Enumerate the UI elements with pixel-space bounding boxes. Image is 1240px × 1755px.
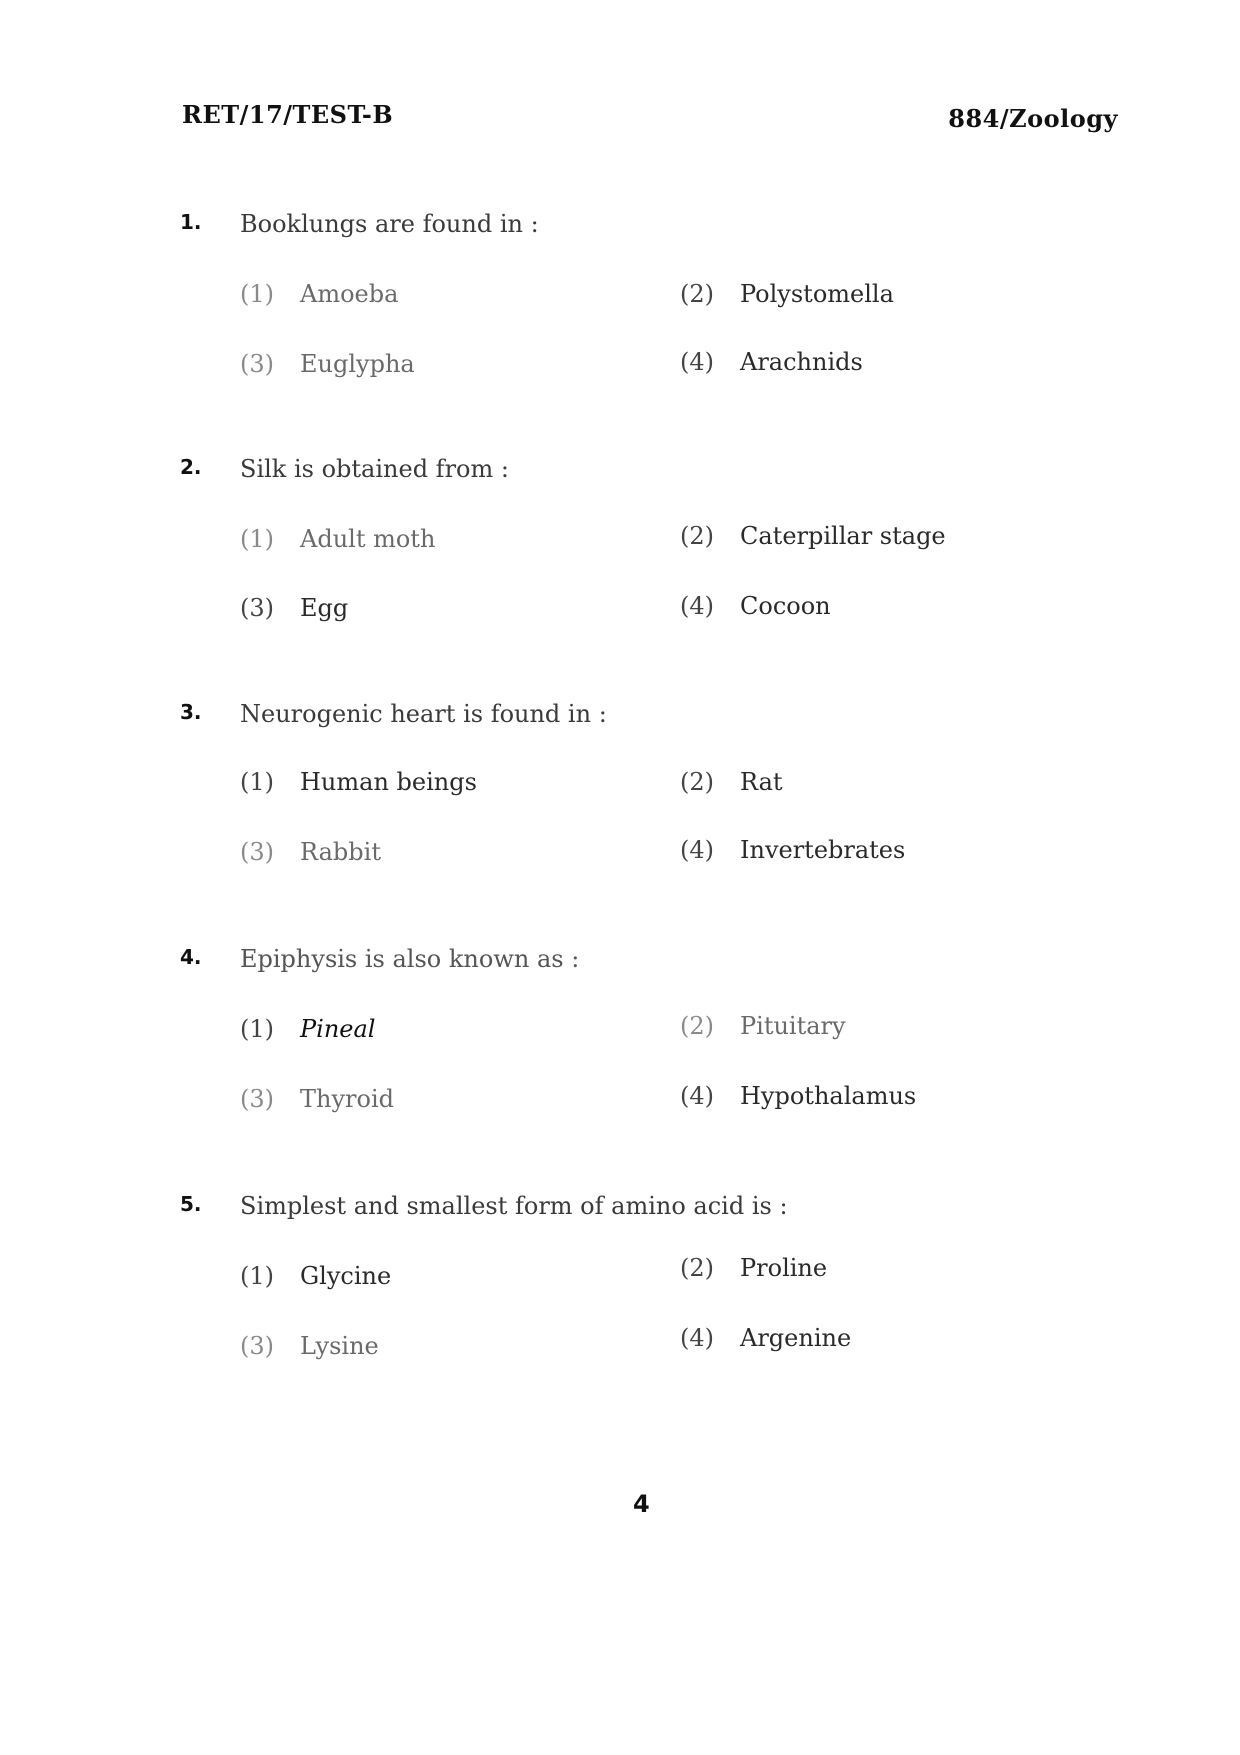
option-4-3: (3) Thyroid (240, 1085, 394, 1113)
option-3-2: (2) Rat (680, 768, 783, 796)
option-4-2: (2) Pituitary (680, 1012, 846, 1040)
question-number: 2. (180, 455, 202, 479)
question-number: 4. (180, 945, 202, 969)
page-number: 4 (633, 1490, 650, 1518)
option-4-4: (4) Hypothalamus (680, 1082, 917, 1110)
option-4-1: (1) Pineal (240, 1015, 376, 1043)
question-number: 1. (180, 210, 202, 234)
option-2-3: (3) Egg (240, 594, 349, 622)
option-1-2: (2) Polystomella (680, 280, 894, 308)
question-text: Epiphysis is also known as : (240, 945, 580, 973)
option-3-1: (1) Human beings (240, 768, 477, 796)
option-5-4: (4) Argenine (680, 1324, 852, 1352)
question-number: 3. (180, 700, 202, 724)
question-2 (180, 455, 1080, 495)
question-4 (180, 945, 1080, 985)
option-2-4: (4) Cocoon (680, 592, 831, 620)
option-1-4: (4) Arachnids (680, 348, 863, 376)
option-1-3: (3) Euglypha (240, 350, 415, 378)
option-5-2: (2) Proline (680, 1254, 828, 1282)
question-text: Simplest and smallest form of amino acid is : (240, 1192, 788, 1220)
option-5-1: (1) Glycine (240, 1262, 392, 1290)
question-1 (180, 210, 1080, 250)
question-text: Booklungs are found in : (240, 210, 539, 238)
question-3 (180, 700, 1080, 740)
option-2-2: (2) Caterpillar stage (680, 522, 946, 550)
option-3-4: (4) Invertebrates (680, 836, 906, 864)
option-3-3: (3) Rabbit (240, 838, 381, 866)
question-text: Silk is obtained from : (240, 455, 509, 483)
option-2-1: (1) Adult moth (240, 525, 436, 553)
option-5-3: (3) Lysine (240, 1332, 379, 1360)
question-text: Neurogenic heart is found in : (240, 700, 607, 728)
question-number: 5. (180, 1192, 202, 1216)
paper-code: RET/17/TEST-B (182, 100, 394, 129)
question-5 (180, 1192, 1080, 1232)
subject-code: 884/Zoology (948, 104, 1118, 133)
option-1-1: (1) Amoeba (240, 280, 399, 308)
